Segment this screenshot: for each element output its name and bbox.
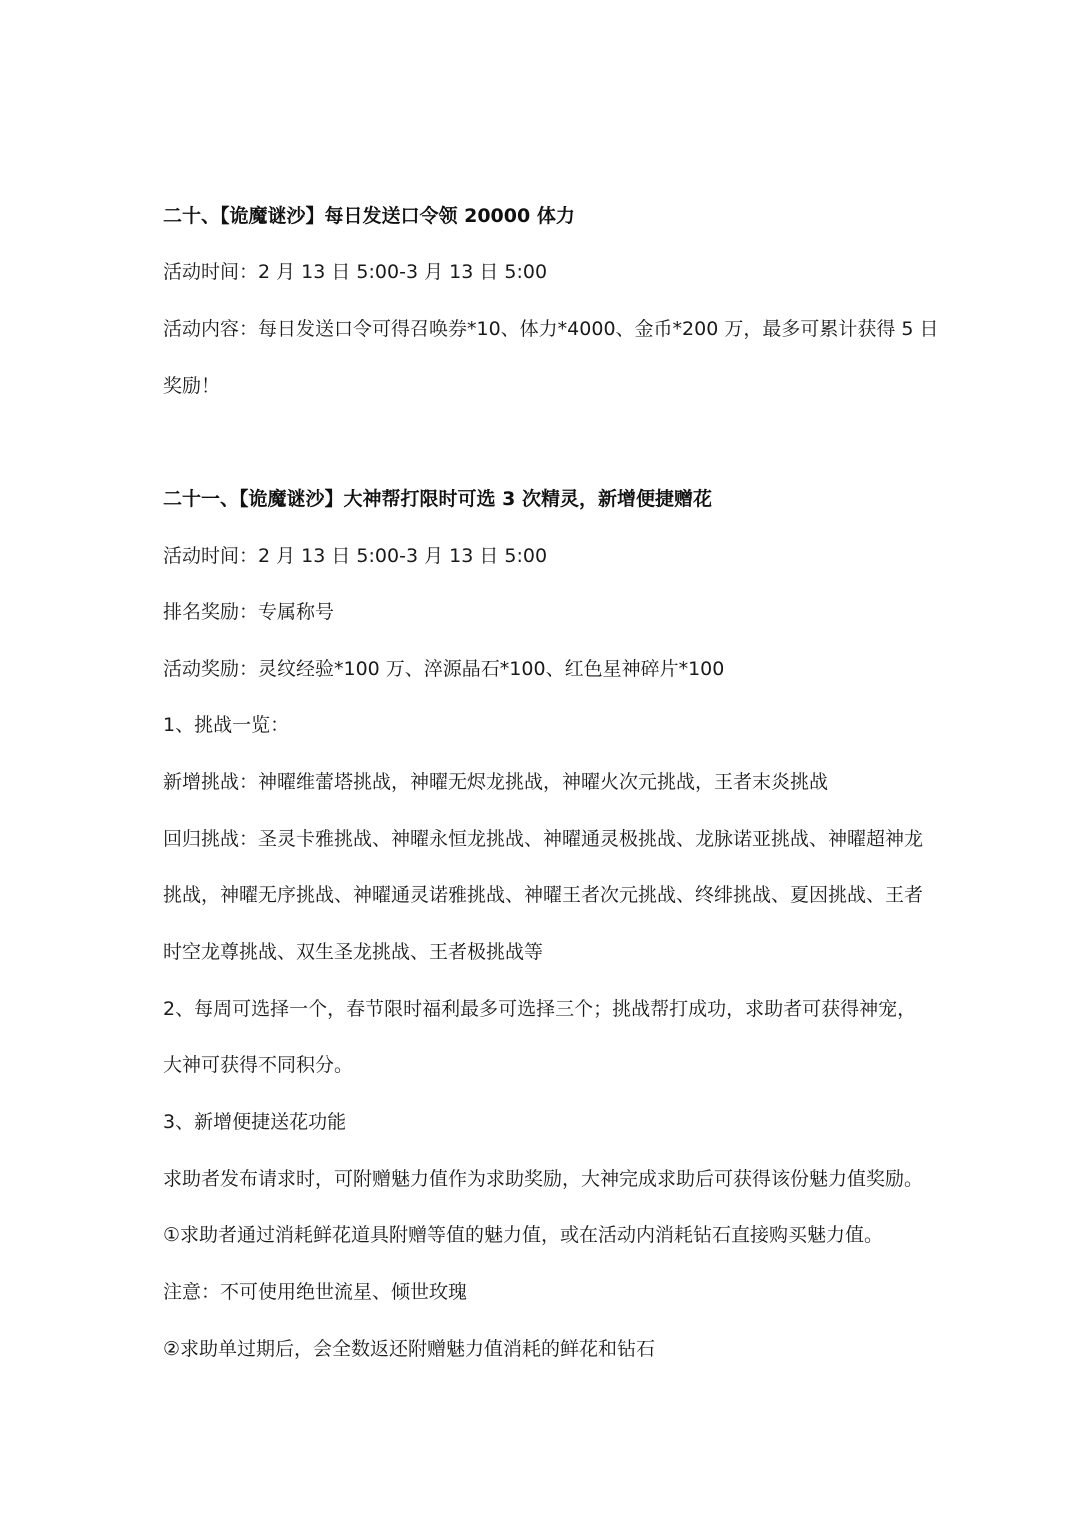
section-21-item2-cont: 大神可获得不同积分。 — [163, 1054, 354, 1076]
section-21-title: 二十一、【诡魔谜沙】大神帮打限时可选 3 次精灵，新增便捷赠花 — [163, 488, 712, 510]
section-21-activity-reward: 活动奖励：灵纹经验*100 万、淬源晶石*100、红色星神碎片*100 — [163, 658, 725, 680]
section-21-caution: 注意：不可使用绝世流星、倾世玫瑰 — [163, 1281, 468, 1303]
section-21-item1-title: 1、挑战一览： — [163, 714, 290, 736]
section-21-note1: ①求助者通过消耗鲜花道具附赠等值的魅力值，或在活动内消耗钻石直接购买魅力值。 — [163, 1224, 884, 1246]
section-21-rank-reward: 排名奖励：专属称号 — [163, 601, 335, 623]
section-20-title: 二十、【诡魔谜沙】每日发送口令领 20000 体力 — [163, 205, 575, 227]
section-20-content-cont: 奖励！ — [163, 375, 221, 397]
section-20-time: 活动时间：2 月 13 日 5:00-3 月 13 日 5:00 — [163, 261, 548, 283]
section-21-time: 活动时间：2 月 13 日 5:00-3 月 13 日 5:00 — [163, 545, 548, 567]
section-21-item2: 2、每周可选择一个，春节限时福利最多可选择三个；挑战帮打成功，求助者可获得神宠， — [163, 998, 917, 1020]
section-21-new-challenges: 新增挑战：神曜维蕾塔挑战，神曜无烬龙挑战，神曜火次元挑战，王者末炎挑战 — [163, 771, 829, 793]
section-21-return-challenges-end: 时空龙尊挑战、双生圣龙挑战、王者极挑战等 — [163, 941, 544, 963]
section-21-return-challenges: 回归挑战：圣灵卡雅挑战、神曜永恒龙挑战、神曜通灵极挑战、龙脉诺亚挑战、神曜超神龙 — [163, 828, 924, 850]
section-20-content: 活动内容：每日发送口令可得召唤券*10、体力*4000、金币*200 万，最多可累计获得 5 日 — [163, 318, 939, 340]
section-21-item3-title: 3、新增便捷送花功能 — [163, 1111, 347, 1133]
section-21-return-challenges-cont: 挑战，神曜无序挑战、神曜通灵诺雅挑战、神曜王者次元挑战、终绯挑战、夏因挑战、王者 — [163, 884, 924, 906]
section-21-item3-desc: 求助者发布请求时，可附赠魅力值作为求助奖励，大神完成求助后可获得该份魅力值奖励。 — [163, 1168, 924, 1190]
section-21-note2: ②求助单过期后，会全数返还附赠魅力值消耗的鲜花和钻石 — [163, 1338, 656, 1360]
